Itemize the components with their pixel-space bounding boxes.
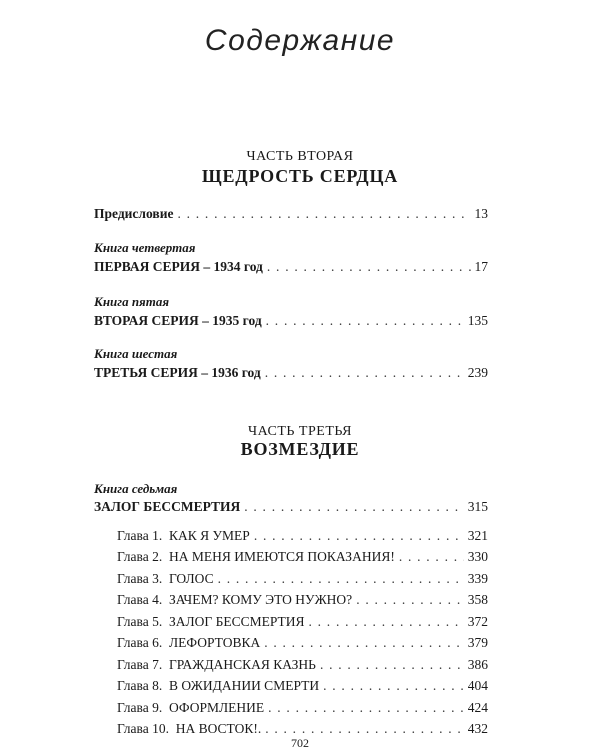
part-label: ЧАСТЬ ВТОРАЯ [246, 149, 354, 164]
toc-entry-chapter[interactable] [117, 614, 488, 630]
toc-entry-page: 358 [467, 592, 488, 607]
toc-entry-title: Глава 7. ГРАЖДАНСКАЯ КАЗНЬ [117, 657, 316, 672]
toc-entry-book[interactable] [94, 499, 488, 515]
toc-entry-page: 239 [467, 365, 488, 380]
toc-entry-title: Глава 9. ОФОРМЛЕНИЕ [117, 700, 265, 715]
toc-entry-title: ВТОРАЯ СЕРИЯ – 1935 год [94, 313, 262, 328]
toc-entry-title: ТРЕТЬЯ СЕРИЯ – 1936 год [94, 365, 261, 380]
toc-entry-page: 13 [474, 206, 488, 221]
toc-entry-title: Глава 2. НА МЕНЯ ИМЕЮТСЯ ПОКАЗАНИЯ! [117, 549, 395, 564]
toc-entry-title: Глава 6. ЛЕФОРТОВКА [117, 635, 261, 650]
toc-entry-title: ЗАЛОГ БЕССМЕРТИЯ [94, 499, 241, 514]
toc-entry-book[interactable] [94, 259, 488, 275]
dot-leader [267, 259, 471, 275]
toc-entry-page: 432 [467, 721, 488, 736]
toc-entry-page: 404 [467, 678, 488, 693]
toc-entry-chapter[interactable] [117, 549, 488, 565]
toc-entry-book[interactable] [94, 365, 488, 381]
dot-leader [399, 549, 464, 565]
toc-entry-title: Глава 8. В ОЖИДАНИИ СМЕРТИ [117, 678, 320, 693]
dot-leader [264, 635, 464, 651]
dot-leader [265, 721, 464, 737]
toc-entry-title: Глава 3. ГОЛОС [117, 571, 214, 586]
toc-entry-page: 379 [467, 635, 488, 650]
dot-leader [320, 657, 464, 673]
dot-leader [268, 700, 464, 716]
dot-leader [254, 528, 464, 544]
part-label: ЧАСТЬ ТРЕТЬЯ [247, 424, 352, 439]
toc-entry-title: Глава 4. ЗАЧЕМ? КОМУ ЭТО НУЖНО? [117, 592, 353, 607]
toc-entry-title: ПЕРВАЯ СЕРИЯ – 1934 год [94, 259, 263, 274]
toc-entry-page: 17 [474, 259, 488, 274]
page-title: Содержание [204, 24, 396, 57]
book-label: Книга пятая [94, 294, 170, 309]
toc-entry-page: 339 [467, 571, 488, 586]
toc-entry-chapter[interactable] [117, 721, 488, 737]
dot-leader [323, 678, 464, 694]
toc-entry-page: 315 [467, 499, 488, 514]
toc-entry-chapter[interactable] [117, 528, 488, 544]
dot-leader [309, 614, 464, 630]
toc-entry-book[interactable] [94, 313, 488, 329]
toc-entry-page: 330 [467, 549, 488, 564]
toc-entry-page: 321 [467, 528, 488, 543]
toc-entry-chapter[interactable] [117, 700, 488, 716]
toc-entry-chapter[interactable] [117, 657, 488, 673]
dot-leader [265, 365, 464, 381]
toc-entry-page: 424 [467, 700, 488, 715]
dot-leader [218, 571, 464, 587]
toc-entry-page: 386 [467, 657, 488, 672]
toc-entry-title: Предисловие [94, 206, 174, 221]
toc-entry-preface[interactable] [94, 206, 488, 222]
page-number: 702 [291, 736, 309, 750]
dot-leader [356, 592, 464, 608]
dot-leader [177, 206, 470, 222]
part-name: ВОЗМЕЗДИЕ [240, 439, 360, 459]
toc-entry-page: 372 [467, 614, 488, 629]
dot-leader [244, 499, 464, 515]
book-label: Книга четвертая [94, 240, 196, 255]
toc-entry-title: Глава 10. НА ВОСТОК!. [117, 721, 262, 736]
dot-leader [266, 313, 464, 329]
book-label: Книга шестая [94, 346, 178, 361]
toc-entry-chapter[interactable] [117, 678, 488, 694]
toc-entry-chapter[interactable] [117, 571, 488, 587]
toc-entry-page: 135 [467, 313, 488, 328]
toc-entry-chapter[interactable] [117, 592, 488, 608]
toc-entry-title: Глава 5. ЗАЛОГ БЕССМЕРТИЯ [117, 614, 305, 629]
part-name: ЩЕДРОСТЬ СЕРДЦА [201, 166, 399, 186]
book-label: Книга седьмая [94, 481, 178, 496]
toc-entry-title: Глава 1. КАК Я УМЕР [117, 528, 250, 543]
toc-entry-chapter[interactable] [117, 635, 488, 651]
